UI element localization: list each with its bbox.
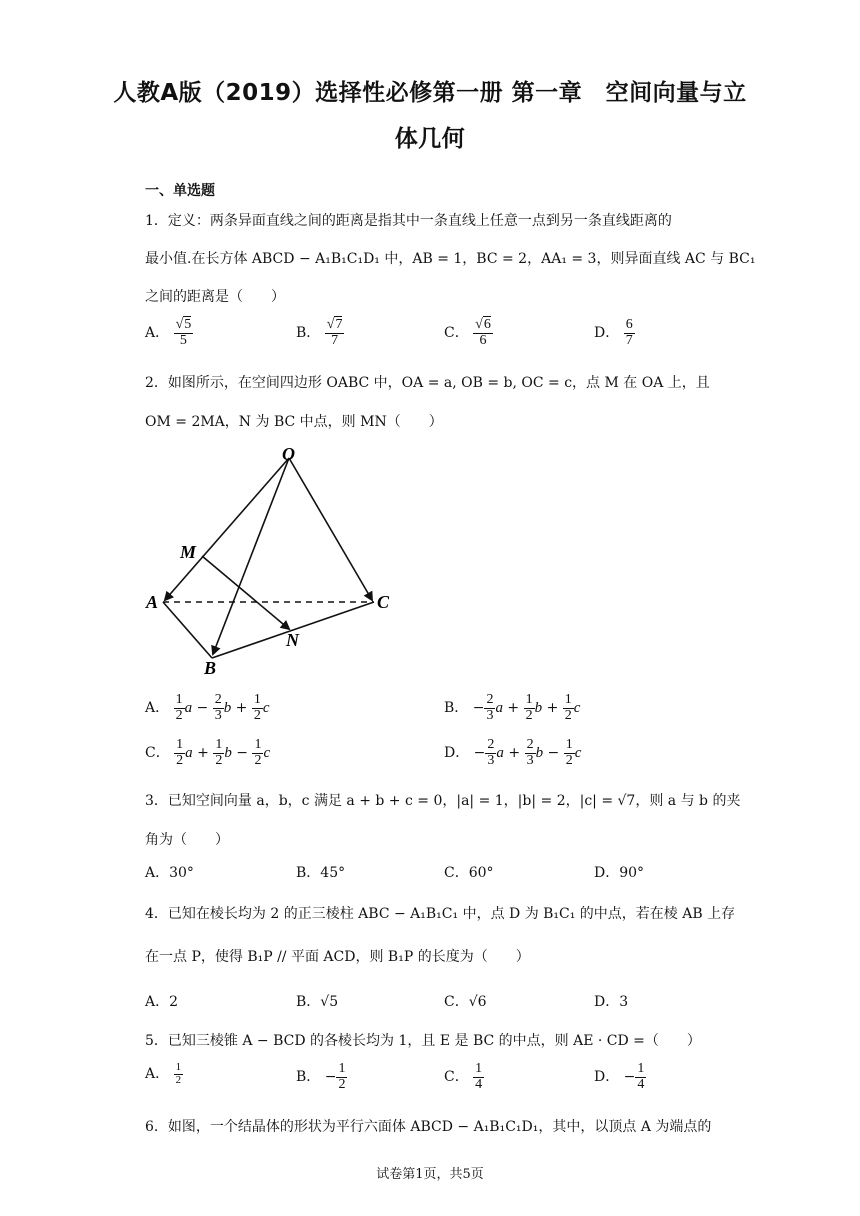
vector-ob bbox=[213, 458, 289, 654]
q5-line-1: 5．已知三棱锥 A − BCD 的各棱长均为 1，且 E 是 BC 的中点，则 AE · CD =（ ） bbox=[145, 1033, 701, 1049]
page-title-line-1: 人教A版（2019）选择性必修第一册 第一章 空间向量与立 bbox=[113, 80, 747, 106]
vector-oa bbox=[165, 458, 289, 600]
label-n: N bbox=[286, 630, 299, 650]
q2-line-1: 2．如图所示，在空间四边形 OABC 中，OA = a, OB = b, OC = c，点 M 在 OA 上，且 bbox=[145, 375, 710, 391]
q4-option-b: B．√5 bbox=[296, 994, 339, 1010]
label-c: C bbox=[377, 592, 390, 612]
q2-line-2: OM = 2MA，N 为 BC 中点，则 MN（ ） bbox=[145, 414, 443, 430]
q3-option-a: A．30° bbox=[145, 865, 194, 881]
q3-option-b: B．45° bbox=[296, 865, 346, 881]
q3-line-2: 角为（ ） bbox=[145, 832, 229, 848]
q4-option-d: D．3 bbox=[594, 994, 629, 1010]
q4-line-2: 在一点 P，使得 B₁P // 平面 ACD，则 B₁P 的长度为（ ） bbox=[145, 949, 530, 965]
label-o: O bbox=[282, 444, 295, 464]
q1-option-c: C． $\frac{√6}{6}$ bbox=[444, 317, 491, 348]
q4-option-a: A．2 bbox=[145, 994, 179, 1010]
q3-line-1: 3．已知空间向量 a，b，c 满足 a + b + c = 0，|a| = 1，|b| = 2，|c| = √7，则 a 与 b 的夹 bbox=[145, 793, 741, 809]
page-footer: 试卷第1页，共5页 bbox=[376, 1167, 484, 1182]
q1-option-d: D． $\frac{6}{7}$ bbox=[594, 317, 633, 348]
q1-line-3: 之间的距离是（ ） bbox=[145, 289, 285, 305]
vector-oc bbox=[289, 458, 372, 600]
q3-option-c: C．60° bbox=[444, 865, 494, 881]
q1-line-1: 1．定义：两条异面直线之间的距离是指其中一条直线上任意一点到另一条直线距离的 bbox=[145, 213, 672, 229]
tetrahedron-figure bbox=[140, 440, 410, 680]
q1-line-2: 最小值.在长方体 ABCD − A₁B₁C₁D₁ 中，AB = 1，BC = 2，AA₁ = 3，则异面直线 AC 与 BC₁ bbox=[145, 251, 756, 267]
edge-ab bbox=[163, 602, 212, 658]
q4-option-c: C．√6 bbox=[444, 994, 487, 1010]
q3-option-d: D．90° bbox=[594, 865, 645, 881]
q5-option-d: D． − $\frac{1}{4}$ bbox=[594, 1061, 645, 1092]
q5-option-a: A． $\frac{1}{2}$ bbox=[145, 1061, 182, 1086]
q5-option-c: C． $\frac{1}{4}$ bbox=[444, 1061, 483, 1092]
label-a: A bbox=[146, 592, 159, 612]
label-b: B bbox=[204, 658, 217, 678]
q5-option-b: B． − $\frac{1}{2}$ bbox=[296, 1061, 346, 1092]
q2-option-a: A． $\frac{1}{2}$ a − $\frac{2}{3}$ b + $\frac{1}{2}$ c bbox=[145, 692, 270, 723]
q2-option-d: D． − $\frac{2}{3}$ a + $\frac{2}{3}$ b − $\frac{1}{2}$ c bbox=[444, 737, 582, 768]
label-m: M bbox=[180, 542, 197, 562]
q4-line-1: 4．已知在棱长均为 2 的正三棱柱 ABC − A₁B₁C₁ 中，点 D 为 B₁C₁ 的中点，若在棱 AB 上存 bbox=[145, 906, 736, 922]
q2-option-b: B． − $\frac{2}{3}$ a + $\frac{1}{2}$ b + $\frac{1}{2}$ c bbox=[444, 692, 581, 723]
q6-line-1: 6．如图，一个结晶体的形状为平行六面体 ABCD − A₁B₁C₁D₁，其中，以顶点 A 为端点的 bbox=[145, 1119, 712, 1135]
q2-option-c: C． $\frac{1}{2}$ a + $\frac{1}{2}$ b − $\frac{1}{2}$ c bbox=[145, 737, 271, 768]
q1-option-a: A． $\frac{√5}{5}$ bbox=[145, 317, 192, 348]
section-heading: 一、单选题 bbox=[145, 183, 215, 199]
q1-option-b: B． $\frac{√7}{7}$ bbox=[296, 317, 343, 348]
page-title-line-2: 体几何 bbox=[394, 126, 466, 152]
vector-mn bbox=[202, 556, 289, 629]
